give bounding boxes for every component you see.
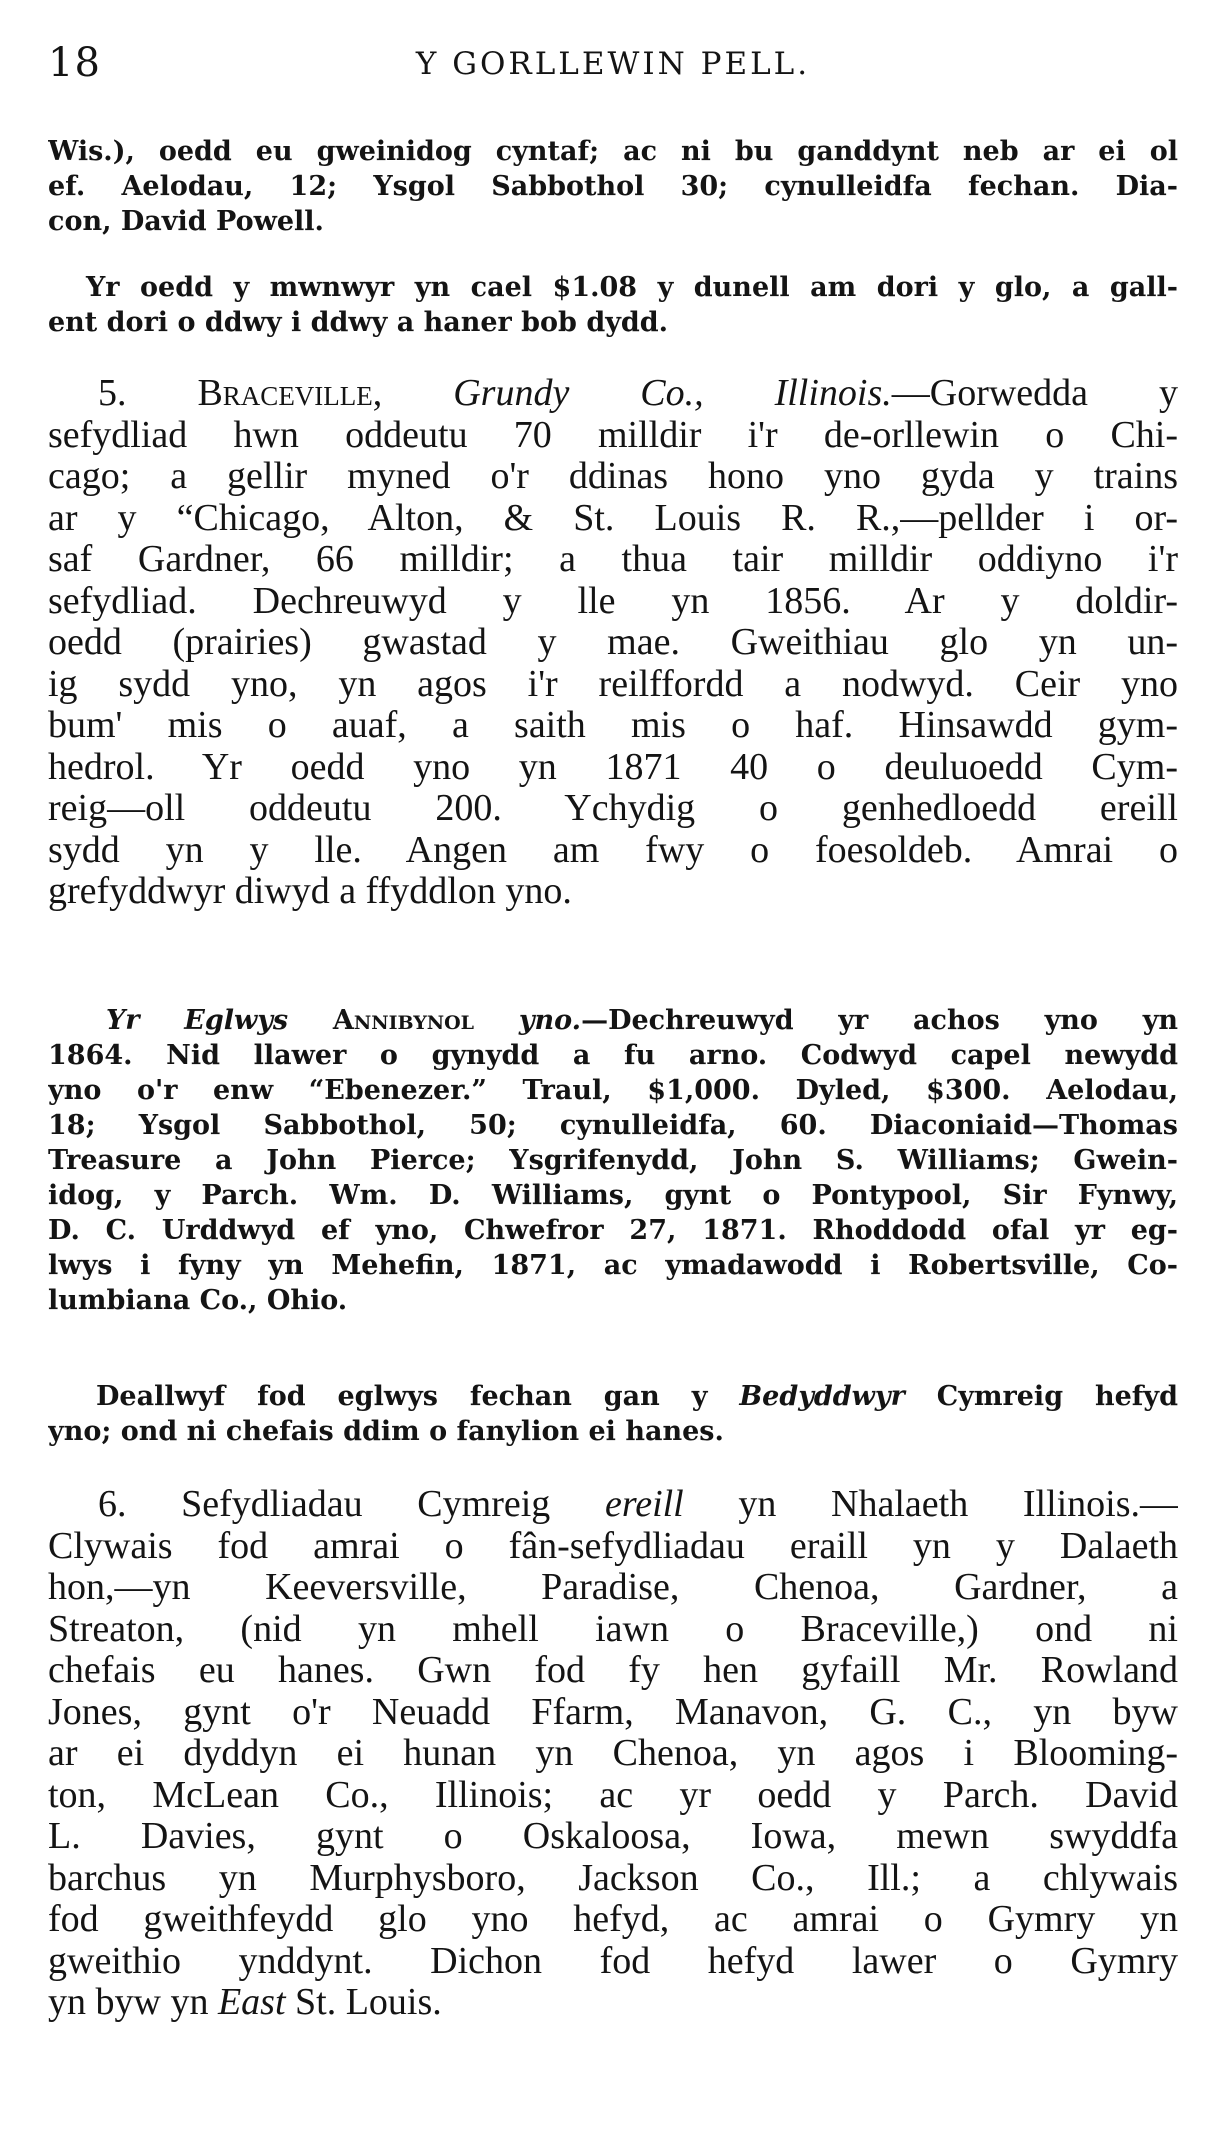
text-line: ent dori o ddwy i ddwy a haner bob dydd. — [48, 307, 669, 338]
section-heading-line — [48, 373, 1178, 415]
text-line: Treasure a John Pierce; Ysgrifenydd, John S. Williams; Gwein- — [48, 1145, 1178, 1176]
church-heading-rest: —Dechreuwyd yr achos yno yn — [581, 1005, 1178, 1036]
text-line: hon,—yn Keeversville, Paradise, Chenoa, Gardner, a — [48, 1567, 1178, 1608]
denomination: Annibynol — [332, 1005, 475, 1036]
county-name: Grundy Co., Illinois. — [453, 373, 892, 414]
last-line-before: yn byw yn — [48, 1982, 209, 2023]
text-line: 18; Ysgol Sabbothol, 50; cynulleidfa, 60. Diaconiaid—Thomas — [48, 1110, 1178, 1141]
text-line: lumbiana Co., Ohio. — [48, 1285, 348, 1316]
text-line: chefais eu hanes. Gwn fod fy hen gyfaill Mr. Rowland — [48, 1650, 1178, 1691]
baptist-denomination: Bedyddwyr — [739, 1381, 905, 1412]
text-line: D. C. Urddwyd ef yno, Chwefror 27, 1871. Rhoddodd ofal yr eg- — [48, 1215, 1178, 1246]
last-line-italic: East — [217, 1982, 286, 2023]
baptist-first-line — [48, 1379, 1178, 1414]
text-line: grefyddwyr diwyd a ffyddlon yno. — [48, 871, 572, 912]
text-line: fod gweithfeydd glo yno hefyd, ac amrai o Gymry yn — [48, 1899, 1178, 1940]
paragraph-church — [48, 1003, 1178, 1318]
text-line: yno; ond ni chefais ddim o fanylion ei hanes. — [48, 1416, 724, 1447]
last-text-line — [48, 1982, 1178, 2024]
text-line: ef. Aelodau, 12; Ysgol Sabbothol 30; cynulleidfa fechan. Dia- — [48, 171, 1178, 202]
text-line: ar y “Chicago, Alton, & St. Louis R. R.,—pellder i or- — [48, 497, 1178, 539]
text-line: ton, McLean Co., Illinois; ac yr oedd y Parch. David — [48, 1774, 1178, 1816]
church-lead-yno: yno. — [518, 1005, 582, 1036]
text-line: sefydliad hwn oddeutu 70 milldir i'r de-orllewin o Chi- — [48, 414, 1178, 456]
text-line: Clywais fod amrai o fân-sefydliadau eraill yn y Dalaeth — [48, 1525, 1178, 1567]
paragraph-baptists — [48, 1379, 1178, 1449]
text-line: oedd (prairies) gwastad y mae. Gweithiau glo yn un- — [48, 622, 1178, 663]
paragraph-members — [48, 134, 1178, 239]
text-line: lwys i fyny yn Mehefin, 1871, ac ymadawodd i Robertsville, Co- — [48, 1250, 1178, 1281]
section-number: 5. — [98, 373, 127, 414]
text-line: gweithio ynddynt. Dichon fod hefyd lawer o Gymry — [48, 1940, 1178, 1982]
baptist-text-before: Deallwyf fod eglwys fechan gan y — [96, 1381, 708, 1412]
text-line: L. Davies, gynt o Oskaloosa, Iowa, mewn swyddfa — [48, 1816, 1178, 1857]
text-line: hedrol. Yr oedd yno yn 1871 40 o deuluoedd Cym- — [48, 746, 1178, 788]
section-braceville — [48, 373, 1178, 913]
text-line: con, David Powell. — [48, 206, 324, 237]
church-heading-line — [48, 1003, 1178, 1038]
text-line: sefydliad. Dechreuwyd y lle yn 1856. Ar y doldir- — [48, 580, 1178, 622]
text-line: 1864. Nid llawer o gynydd a fu arno. Codwyd capel newydd — [48, 1040, 1178, 1071]
section-heading-line — [48, 1484, 1178, 1526]
heading-rest: —Gorwedda y — [891, 373, 1178, 414]
section-number: 6. — [98, 1484, 127, 1525]
text-line: sydd yn y lle. Angen am fwy o foesoldeb. Amrai o — [48, 829, 1178, 871]
running-title: Y GORLLEWIN PELL. — [415, 46, 811, 82]
page-header — [48, 40, 1178, 100]
church-lead: Yr Eglwys — [106, 1005, 289, 1036]
heading-text-after: yn Nhalaeth Illinois.— — [738, 1484, 1178, 1525]
last-line-after: St. Louis. — [295, 1982, 442, 2023]
heading-text-before: Sefydliadau Cymreig — [181, 1484, 551, 1525]
text-line: reig—oll oddeutu 200. Ychydig o genhedloedd ereill — [48, 788, 1178, 829]
text-line: Yr oedd y mwnwyr yn cael $1.08 y dunell am dori y glo, a gall- — [86, 272, 1178, 303]
heading-italic-word: ereill — [604, 1484, 684, 1525]
text-line: ig sydd yno, yn agos i'r reilffordd a nodwyd. Ceir yno — [48, 663, 1178, 705]
text-line: yno o'r enw “Ebenezer.” Traul, $1,000. Dyled, $300. Aelodau, — [48, 1075, 1178, 1106]
text-line: Jones, gynt o'r Neuadd Ffarm, Manavon, G. C., yn byw — [48, 1691, 1178, 1733]
text-line: bum' mis o auaf, a saith mis o haf. Hinsawdd gym- — [48, 705, 1178, 746]
section-other-settlements — [48, 1484, 1178, 2024]
text-line: cago; a gellir myned o'r ddinas hono yno gyda y trains — [48, 456, 1178, 497]
text-line: Streaton, (nid yn mhell iawn o Braceville,) ond ni — [48, 1608, 1178, 1650]
text-line: idog, y Parch. Wm. D. Williams, gynt o Pontypool, Sir Fynwy, — [48, 1180, 1178, 1211]
baptist-text-after: Cymreig hefyd — [936, 1381, 1178, 1412]
paragraph-miners — [48, 270, 1178, 340]
text-line: ar ei dyddyn ei hunan yn Chenoa, yn agos i Blooming- — [48, 1733, 1178, 1774]
text-line: saf Gardner, 66 milldir; a thua tair milldir oddiyno i'r — [48, 539, 1178, 580]
place-name: Braceville, — [197, 373, 383, 414]
page-number: 18 — [48, 40, 101, 86]
text-line: Wis.), oedd eu gweinidog cyntaf; ac ni bu ganddynt neb ar ei ol — [48, 136, 1178, 167]
text-line: barchus yn Murphysboro, Jackson Co., Ill.; a chlywais — [48, 1857, 1178, 1899]
